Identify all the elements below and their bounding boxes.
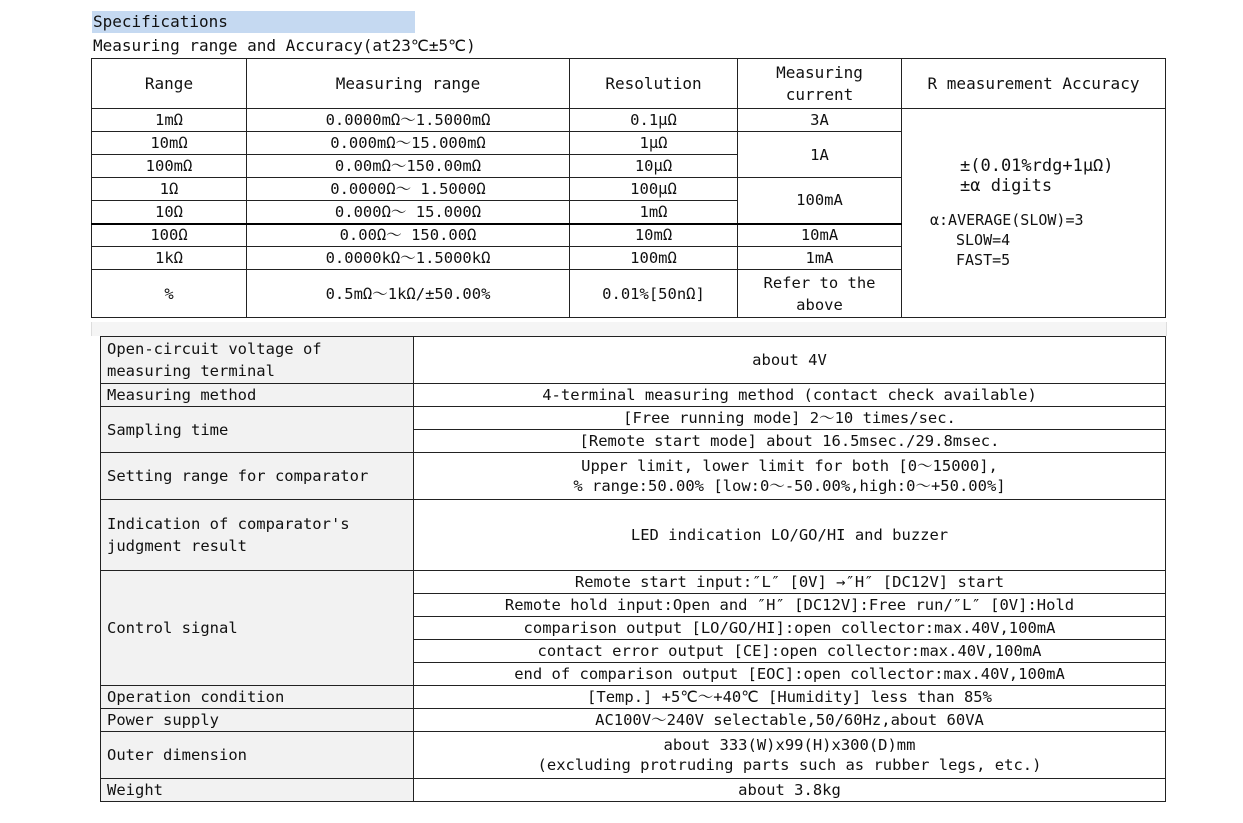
spec-row: [101, 453, 1166, 500]
measuring-range-cell: 0.0000kΩ～1.5000kΩ: [247, 247, 570, 270]
spec-row: [101, 732, 1166, 779]
spec-value: Remote hold input:Open and ″H″ [DC12V]:Free run/″L″ [0V]:Hold: [414, 594, 1166, 617]
current-cell: 1A: [738, 132, 902, 178]
range-cell: 100mΩ: [92, 155, 247, 178]
measuring-range-cell: 0.0000Ω～ 1.5000Ω: [247, 178, 570, 201]
table-separator: [91, 322, 1167, 336]
current-cell: 100mA: [738, 178, 902, 224]
spec-row: [101, 407, 1166, 430]
header-resolution: Resolution: [570, 59, 738, 109]
spec-value: [Remote start mode] about 16.5msec./29.8msec.: [414, 430, 1166, 453]
header-accuracy: R measurement Accuracy: [902, 59, 1166, 109]
range-cell: 1kΩ: [92, 247, 247, 270]
spec-value: [Free running mode] 2～10 times/sec.: [414, 407, 1166, 430]
table-row: [92, 109, 1166, 132]
spec-value: comparison output [LO/GO/HI]:open collector:max.40V,100mA: [414, 617, 1166, 640]
spec-row: [101, 500, 1166, 571]
spec-row: [101, 384, 1166, 407]
spec-value: AC100V～240V selectable,50/60Hz,about 60VA: [414, 709, 1166, 732]
spec-value-line: (excluding protruding parts such as rubber legs, etc.): [537, 756, 1042, 774]
measuring-range-cell: 0.00mΩ～150.00mΩ: [247, 155, 570, 178]
spec-label: Operation condition: [101, 686, 414, 709]
table-header-row: [92, 59, 1166, 109]
spec-value: Remote start input:″L″ [0V] →″H″ [DC12V] start: [414, 571, 1166, 594]
section-subtitle: Measuring range and Accuracy(at23℃±5℃): [93, 36, 476, 55]
measuring-range-cell: 0.00Ω～ 150.00Ω: [247, 224, 570, 247]
spec-value: LED indication LO/GO/HI and buzzer: [414, 500, 1166, 571]
spec-label: Open-circuit voltage of measuring terminal: [101, 337, 414, 384]
resolution-cell: 1μΩ: [570, 132, 738, 155]
resolution-cell: 10μΩ: [570, 155, 738, 178]
range-cell: 1mΩ: [92, 109, 247, 132]
resolution-cell: 100mΩ: [570, 247, 738, 270]
accuracy-line-2: ±α digits: [960, 176, 1053, 196]
general-spec-table: [100, 336, 1166, 802]
spec-value: about 3.8kg: [414, 779, 1166, 802]
spec-value-line: % range:50.00% [low:0～-50.00%,high:0～+50.00%]: [573, 477, 1006, 495]
current-cell: 10mA: [738, 224, 902, 247]
resolution-cell: 1mΩ: [570, 201, 738, 224]
current-cell: Refer to the above: [738, 270, 902, 318]
spec-value: end of comparison output [EOC]:open collector:max.40V,100mA: [414, 663, 1166, 686]
range-cell: 100Ω: [92, 224, 247, 247]
section-title: Specifications: [92, 11, 415, 33]
spec-label: Indication of comparator's judgment result: [101, 500, 414, 571]
measuring-range-cell: 0.5mΩ～1kΩ/±50.00%: [247, 270, 570, 318]
measuring-range-cell: 0.000Ω～ 15.000Ω: [247, 201, 570, 224]
measuring-range-cell: 0.0000mΩ～1.5000mΩ: [247, 109, 570, 132]
spec-value: 4-terminal measuring method (contact check available): [414, 384, 1166, 407]
header-measuring-range: Measuring range: [247, 59, 570, 109]
spec-label: Outer dimension: [101, 732, 414, 779]
range-cell: 10Ω: [92, 201, 247, 224]
range-cell: 1Ω: [92, 178, 247, 201]
spec-value: about 4V: [414, 337, 1166, 384]
range-accuracy-table: [91, 58, 1166, 318]
spec-value: contact error output [CE]:open collector:max.40V,100mA: [414, 640, 1166, 663]
spec-row: [101, 779, 1166, 802]
header-range: Range: [92, 59, 247, 109]
resolution-cell: 0.1μΩ: [570, 109, 738, 132]
spec-row: [101, 686, 1166, 709]
range-cell: %: [92, 270, 247, 318]
range-cell: 10mΩ: [92, 132, 247, 155]
spec-label: Control signal: [101, 571, 414, 686]
resolution-cell: 100μΩ: [570, 178, 738, 201]
spec-label: Sampling time: [101, 407, 414, 453]
spec-value-multiline: [414, 732, 1166, 779]
current-cell: 3A: [738, 109, 902, 132]
spec-row: [101, 571, 1166, 594]
accuracy-line-1: ±(0.01%rdg+1μΩ): [960, 156, 1114, 176]
accuracy-cell: [902, 109, 1166, 318]
spec-value-line: about 333(W)x99(H)x300(D)mm: [663, 736, 916, 754]
spec-row: [101, 337, 1166, 384]
resolution-cell: 0.01%[50nΩ]: [570, 270, 738, 318]
spec-row: [101, 709, 1166, 732]
accuracy-line-3: α:AVERAGE(SLOW)=3: [930, 211, 1084, 229]
spec-label: Measuring method: [101, 384, 414, 407]
spec-label: Weight: [101, 779, 414, 802]
measuring-range-cell: 0.000mΩ～15.000mΩ: [247, 132, 570, 155]
header-measuring-current: Measuring current: [738, 59, 902, 109]
accuracy-line-4: SLOW=4: [956, 231, 1011, 249]
spec-value-multiline: [414, 453, 1166, 500]
spec-label: Setting range for comparator: [101, 453, 414, 500]
current-cell: 1mA: [738, 247, 902, 270]
spec-label: Power supply: [101, 709, 414, 732]
resolution-cell: 10mΩ: [570, 224, 738, 247]
spec-value: [Temp.] +5℃～+40℃ [Humidity] less than 85%: [414, 686, 1166, 709]
accuracy-line-5: FAST=5: [956, 251, 1011, 269]
spec-value-line: Upper limit, lower limit for both [0～15000],: [581, 457, 998, 475]
